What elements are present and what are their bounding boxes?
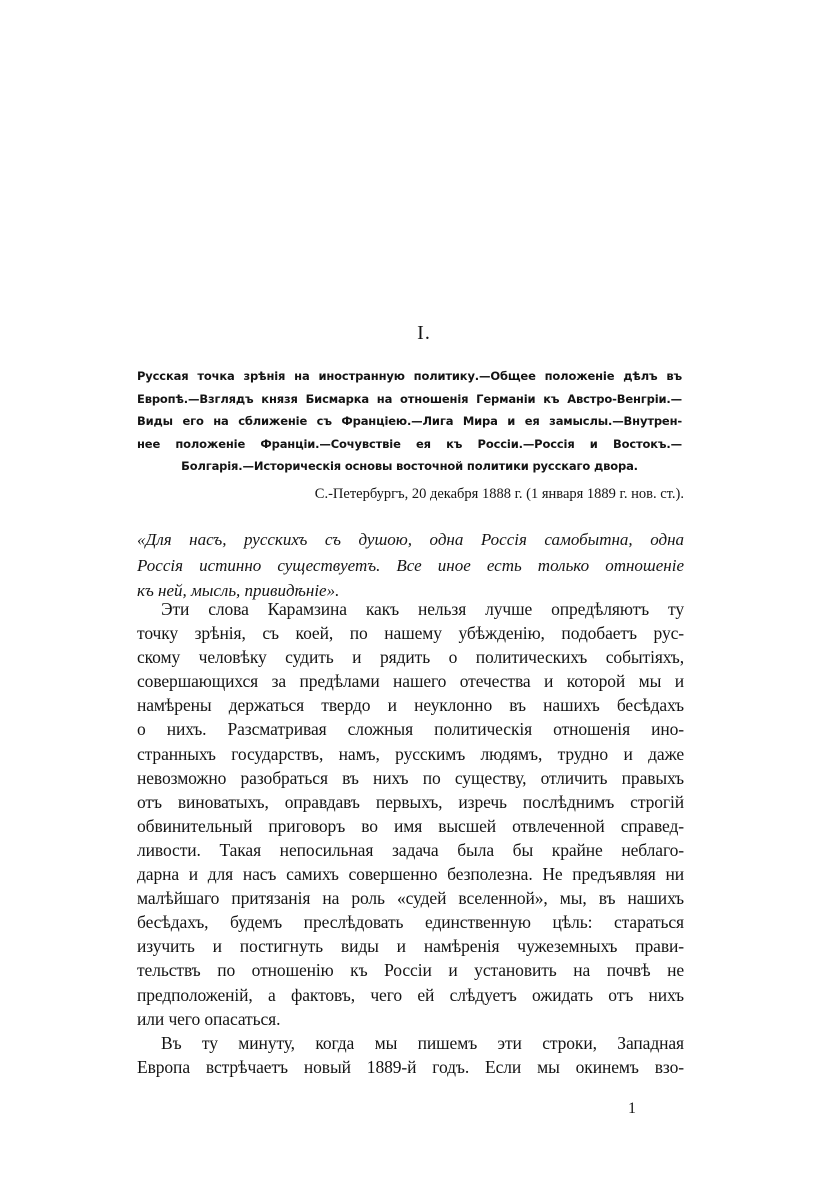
body-line: ливости. Такая непосильная задача была бы крайне неблаго-	[137, 839, 684, 860]
body-line: совершающихся за предѣлами нашего отечества и которой мы и	[137, 671, 684, 692]
summary-line: Европѣ.—Взглядъ князя Бисмарка на отношенія Германіи къ Австро-Венгріи.—	[137, 391, 682, 406]
epigraph	[137, 527, 684, 604]
body-line: невозможно разобраться въ нихъ по существу, отличить правыхъ	[137, 767, 684, 788]
body-line: обвинительный приговоръ во имя высшей отвлеченной справед-	[137, 815, 684, 836]
body-line: изучить и постигнуть виды и намѣренія чужеземныхъ прави-	[137, 936, 684, 957]
body-line: предположеній, а фактовъ, чего ей слѣдуетъ ожидать отъ нихъ	[137, 984, 684, 1005]
body-line: точку зрѣнія, съ коей, по нашему убѣжденію, подобаетъ рус-	[137, 623, 684, 644]
body-line: отъ виноватыхъ, оправдавъ первыхъ, изречь послѣднимъ строгій	[137, 791, 684, 812]
summary-line: Русская точка зрѣнія на иностранную политику.—Общее положеніе дѣлъ въ	[137, 369, 682, 383]
summary-line: Виды его на сближеніе съ Франціею.—Лига Мира и ея замыслы.—Внутрен-	[137, 414, 682, 428]
body-line: Эти слова Карамзина какъ нельзя лучше опредѣляютъ ту	[161, 599, 684, 619]
chapter-number: I.	[417, 322, 431, 344]
body-line: о нихъ. Разсматривая сложныя политическія отношенія ино-	[137, 719, 684, 740]
body-line: или чего опасаться.	[137, 1008, 281, 1029]
body-line: скому человѣку судить и рядить о политическихъ событіяхъ,	[137, 647, 684, 668]
body-line: Европа встрѣчаетъ новый 1889-й годъ. Если мы окинемъ взо-	[137, 1056, 684, 1077]
body-line: бесѣдахъ, будемъ преслѣдовать единственную цѣль: стараться	[137, 912, 684, 933]
body-line: Въ ту минуту, когда мы пишемъ эти строки, Западная	[161, 1032, 684, 1053]
chapter-summary	[137, 365, 682, 478]
body-line: странныхъ государствъ, намъ, русскимъ людямъ, трудно и даже	[137, 743, 684, 764]
body-line: дарна и для насъ самихъ совершенно безполезна. Не предъявляя ни	[137, 864, 684, 885]
body-line: малѣйшаго притязанія на роль «судей вселенной», мы, въ нашихъ	[137, 888, 684, 909]
summary-line: Болгарія.—Историческія основы восточной политики русскаго двора.	[181, 459, 638, 473]
dateline: С.-Петербургъ, 20 декабря 1888 г. (1 января 1889 г. нов. ст.).	[314, 486, 684, 502]
epigraph-line: къ ней, мысль, привидѣніе».	[137, 581, 340, 600]
epigraph-line: «Для насъ, русскихъ съ душою, одна Россія самобытна, одна	[137, 530, 684, 549]
epigraph-line: Россія истинно существуетъ. Все иное есть только отношеніе	[137, 555, 684, 575]
body-line: намѣрены держаться твердо и неуклонно въ нашихъ бесѣдахъ	[137, 695, 684, 716]
summary-line: нее положеніе Франціи.—Сочувствіе ея къ Россіи.—Россія и Востокъ.—	[137, 436, 682, 451]
body-line: тельствъ по отношенію къ Россіи и установить на почвѣ не	[137, 960, 684, 981]
page-number: 1	[628, 1100, 636, 1117]
body-text	[137, 597, 684, 1079]
